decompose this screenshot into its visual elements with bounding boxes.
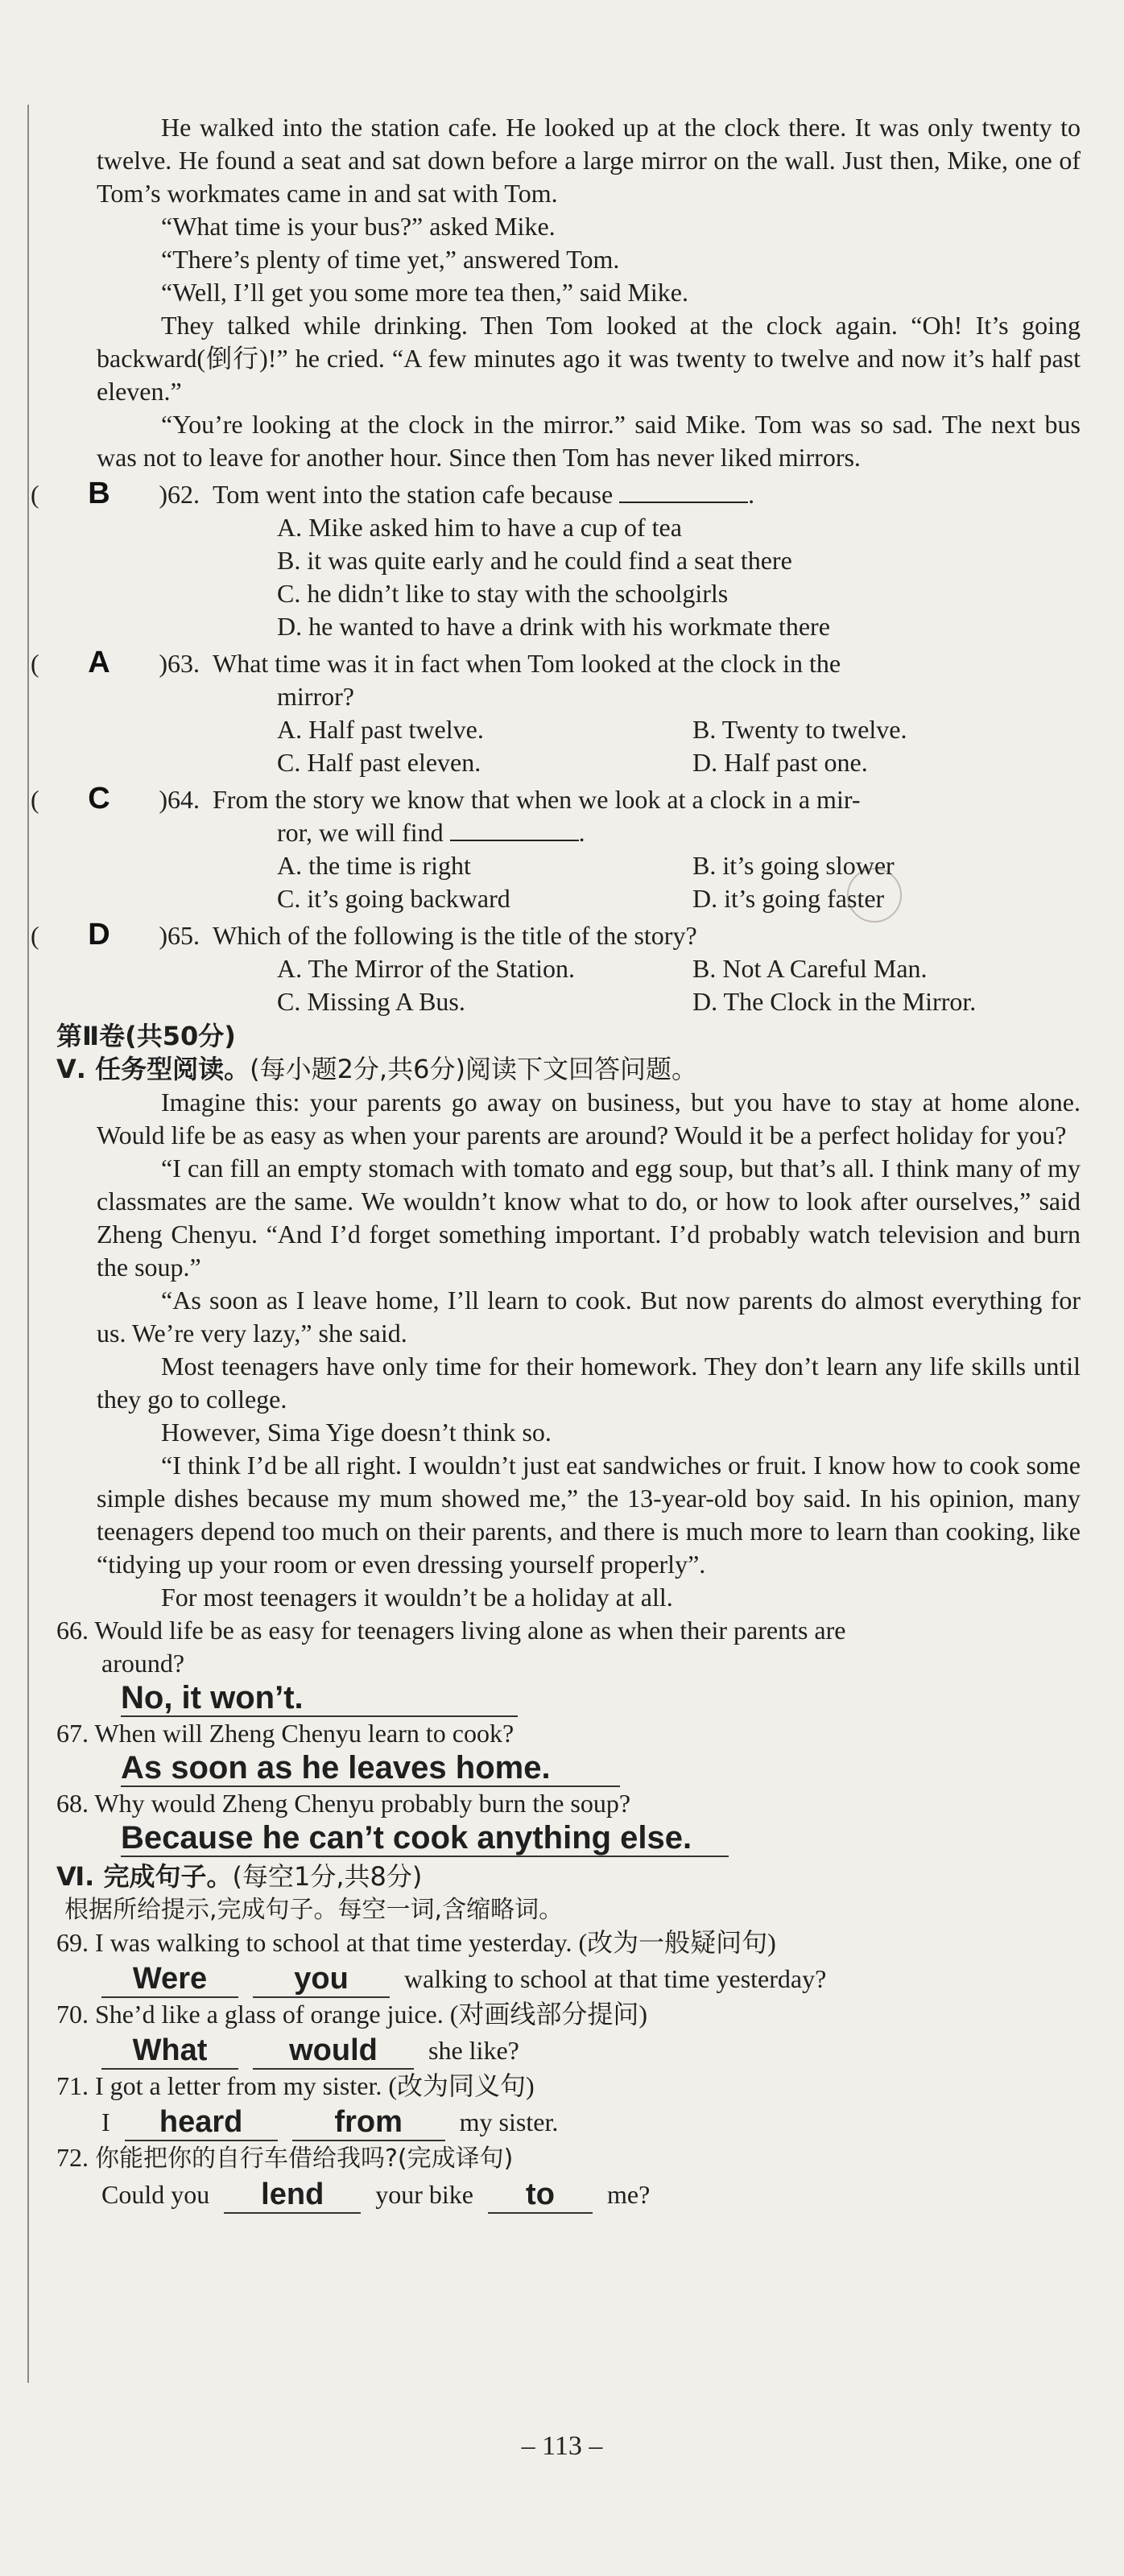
part-two-title: 第Ⅱ卷(共50分) <box>56 1021 236 1051</box>
question-number: 69. <box>56 1928 89 1957</box>
section-five-heading: Ⅴ. 任务型阅读。(每小题2分,共6分)阅读下文回答问题。 <box>56 1054 697 1084</box>
item-71 <box>56 2070 1081 2141</box>
handwritten-answer: C <box>88 782 110 815</box>
option-a: A. Half past twelve. <box>277 715 484 744</box>
item-before-text: Could you <box>101 2180 210 2209</box>
section-six-instructions: 根据所给提示,完成句子。每空一词,含缩略词。 <box>64 1896 564 1924</box>
item-70 <box>56 1998 1081 2070</box>
question-number: 70. <box>56 2000 89 2029</box>
question-stem-cont: mirror? <box>277 682 354 711</box>
item-after-text: walking to school at that time yesterday? <box>404 1964 827 1993</box>
item-after-text: my sister. <box>459 2107 559 2136</box>
story-paragraph-4: “Well, I’ll get you some more tea then,” said Mike. <box>161 278 688 307</box>
question-64: ( C ) 64. From the story we know that when we look at a clock in a mir- ror, we will find . A. the time is right B. it’s going slower C. it’s going backward D. it’s going faster <box>97 782 1081 915</box>
option-c: C. Missing A Bus. <box>277 987 465 1016</box>
fill-blank: lend <box>224 2177 361 2214</box>
fill-blank: from <box>292 2104 445 2141</box>
option-a: A. the time is right <box>277 851 471 880</box>
handwritten-answer: D <box>88 918 110 952</box>
item-72 <box>56 2141 1081 2214</box>
fill-blank: to <box>488 2177 593 2214</box>
item-prompt: I was walking to school at that time yesterday. (改为一般疑问句) <box>95 1928 776 1957</box>
item-prompt: She’d like a glass of orange juice. (对画线部分提问) <box>95 2000 648 2029</box>
passage-paragraph-1: Imagine this: your parents go away on business, but you have to stay at home alone. Would life be as easy as when your parents are around? Would it be a perfect holiday for you? <box>97 1088 1081 1150</box>
answer-line <box>56 1680 1081 1717</box>
fill-blank: would <box>253 2033 414 2070</box>
option-b: B. Not A Careful Man. <box>692 954 928 983</box>
item-69 <box>56 1926 1081 1998</box>
passage-paragraph-5: However, Sima Yige doesn’t think so. <box>161 1418 552 1447</box>
item-after-text: me? <box>606 2180 651 2209</box>
item-before-text: I <box>101 2107 110 2136</box>
handwritten-answer: A <box>88 646 110 679</box>
question-63 <box>31 646 1081 779</box>
question-62 <box>31 477 1081 643</box>
passage-paragraph-2: “I can fill an empty stomach with tomato and egg soup, but that’s all. I think many of my classmates are the same. We wouldn’t know what to do, or how to look after ourselves,” said Zheng Chenyu. “And I’d forget something important. I’d probably watch television and burn the soup.” <box>97 1154 1081 1282</box>
question-text: Why would Zheng Chenyu probably burn the soup? <box>94 1789 631 1818</box>
question-number: 65. <box>167 921 200 950</box>
handwritten-answer: B <box>88 477 110 510</box>
option-b: B. it was quite early and he could find a seat there <box>277 546 792 575</box>
item-after-text: she like? <box>428 2036 519 2065</box>
qa-67 <box>56 1717 1081 1787</box>
option-d: D. he wanted to have a drink with his workmate there <box>277 612 830 641</box>
qa-66 <box>56 1614 1081 1717</box>
question-number: 67. <box>56 1719 89 1748</box>
question-text-cont: around? <box>101 1649 185 1678</box>
passage-paragraph-3: “As soon as I leave home, I’ll learn to cook. But now parents do almost everything for us. We’re very lazy,” she said. <box>97 1286 1081 1348</box>
passage-paragraph-6: “I think I’d be all right. I wouldn’t just eat sandwiches or fruit. I know how to cook some simple dishes because my mum showed me,” the 13-year-old boy said. In his opinion, many teenagers depend too much on their parents, and there is much more to learn than cooking, like “tidying up your room or even dressing yourself properly”. <box>97 1451 1081 1579</box>
fill-blank: Were <box>101 1961 238 1998</box>
question-number: 68. <box>56 1789 89 1818</box>
question-stem-cont: ror, we will find <box>277 818 444 847</box>
story-paragraph-1: He walked into the station cafe. He looked up at the clock there. It was only twenty to twelve. He found a seat and sat down before a large mirror on the wall. Just then, Mike, one of Tom’s workmates came in and sat with Tom. <box>97 113 1081 208</box>
question-stem: From the story we know that when we look at a clock in a mir- <box>213 785 861 814</box>
story-paragraph-3: “There’s plenty of time yet,” answered Tom. <box>161 245 620 274</box>
option-c: C. he didn’t like to stay with the schoolgirls <box>277 579 729 608</box>
handwritten-answer: As soon as he leaves home. <box>121 1750 556 1787</box>
handwritten-answer: Because he can’t cook anything else. <box>121 1820 696 1857</box>
question-number: 66. <box>56 1616 89 1645</box>
fill-blank: heard <box>125 2104 278 2141</box>
fill-blank: What <box>101 2033 238 2070</box>
question-stem: Which of the following is the title of the story? <box>213 921 697 950</box>
question-number: 64. <box>167 785 200 814</box>
page-content <box>31 111 1081 2214</box>
answer-bracket: ( D ) <box>31 918 167 952</box>
page-number: – 113 – <box>521 2431 603 2461</box>
question-stem: What time was it in fact when Tom looked at the clock in the <box>213 649 841 678</box>
option-d: D. it’s going faster <box>692 884 885 913</box>
answer-line <box>56 1750 1081 1787</box>
option-d: D. Half past one. <box>692 748 868 777</box>
answer-blank <box>450 817 579 841</box>
passage-paragraph-4: Most teenagers have only time for their homework. They don’t learn any life skills until they go to college. <box>97 1352 1081 1414</box>
passage-paragraph-7: For most teenagers it wouldn’t be a holiday at all. <box>161 1583 673 1612</box>
qa-68 <box>56 1787 1081 1857</box>
story-paragraph-6: “You’re looking at the clock in the mirror.” said Mike. Tom was so sad. The next bus was not to leave for another hour. Since then Tom has never liked mirrors. <box>97 410 1081 472</box>
option-c: C. it’s going backward <box>277 884 510 913</box>
margin-line <box>27 105 29 2383</box>
answer-line <box>56 1820 1081 1857</box>
stem-period: . <box>748 480 755 509</box>
item-middle-text: your bike <box>375 2180 473 2209</box>
option-a: A. The Mirror of the Station. <box>277 954 576 983</box>
question-number: 71. <box>56 2071 89 2100</box>
option-d: D. The Clock in the Mirror. <box>692 987 977 1016</box>
answer-bracket: ( C ) <box>31 782 167 815</box>
section-six-heading: Ⅵ. 完成句子。(每空1分,共8分) <box>56 1861 423 1892</box>
item-prompt: I got a letter from my sister. (改为同义句) <box>95 2071 535 2100</box>
item-prompt: 你能把你的自行车借给我吗?(完成译句) <box>95 2145 514 2173</box>
question-number: 72. <box>56 2143 89 2172</box>
answer-bracket: ( A ) <box>31 646 167 679</box>
answer-bracket: ( B ) <box>31 477 167 510</box>
story-paragraph-2: “What time is your bus?” asked Mike. <box>161 212 556 241</box>
question-number: 62. <box>167 480 200 509</box>
story-paragraph-5: They talked while drinking. Then Tom looked at the clock again. “Oh! It’s going backward(倒行)!” he cried. “A few minutes ago it was twenty to twelve and now it’s half past eleven.” <box>97 311 1081 406</box>
handwritten-answer: No, it won’t. <box>121 1680 308 1717</box>
question-stem: Tom went into the station cafe because <box>213 480 614 509</box>
question-text: When will Zheng Chenyu learn to cook? <box>94 1719 514 1748</box>
question-text: Would life be as easy for teenagers living alone as when their parents are <box>94 1616 846 1645</box>
fill-blank: you <box>253 1961 390 1998</box>
question-number: 63. <box>167 649 200 678</box>
option-a: A. Mike asked him to have a cup of tea <box>277 513 682 542</box>
question-65 <box>31 918 1081 1018</box>
option-b: B. it’s going slower <box>692 851 895 880</box>
answer-blank <box>619 479 748 503</box>
option-b: B. Twenty to twelve. <box>692 715 907 744</box>
option-c: C. Half past eleven. <box>277 748 481 777</box>
